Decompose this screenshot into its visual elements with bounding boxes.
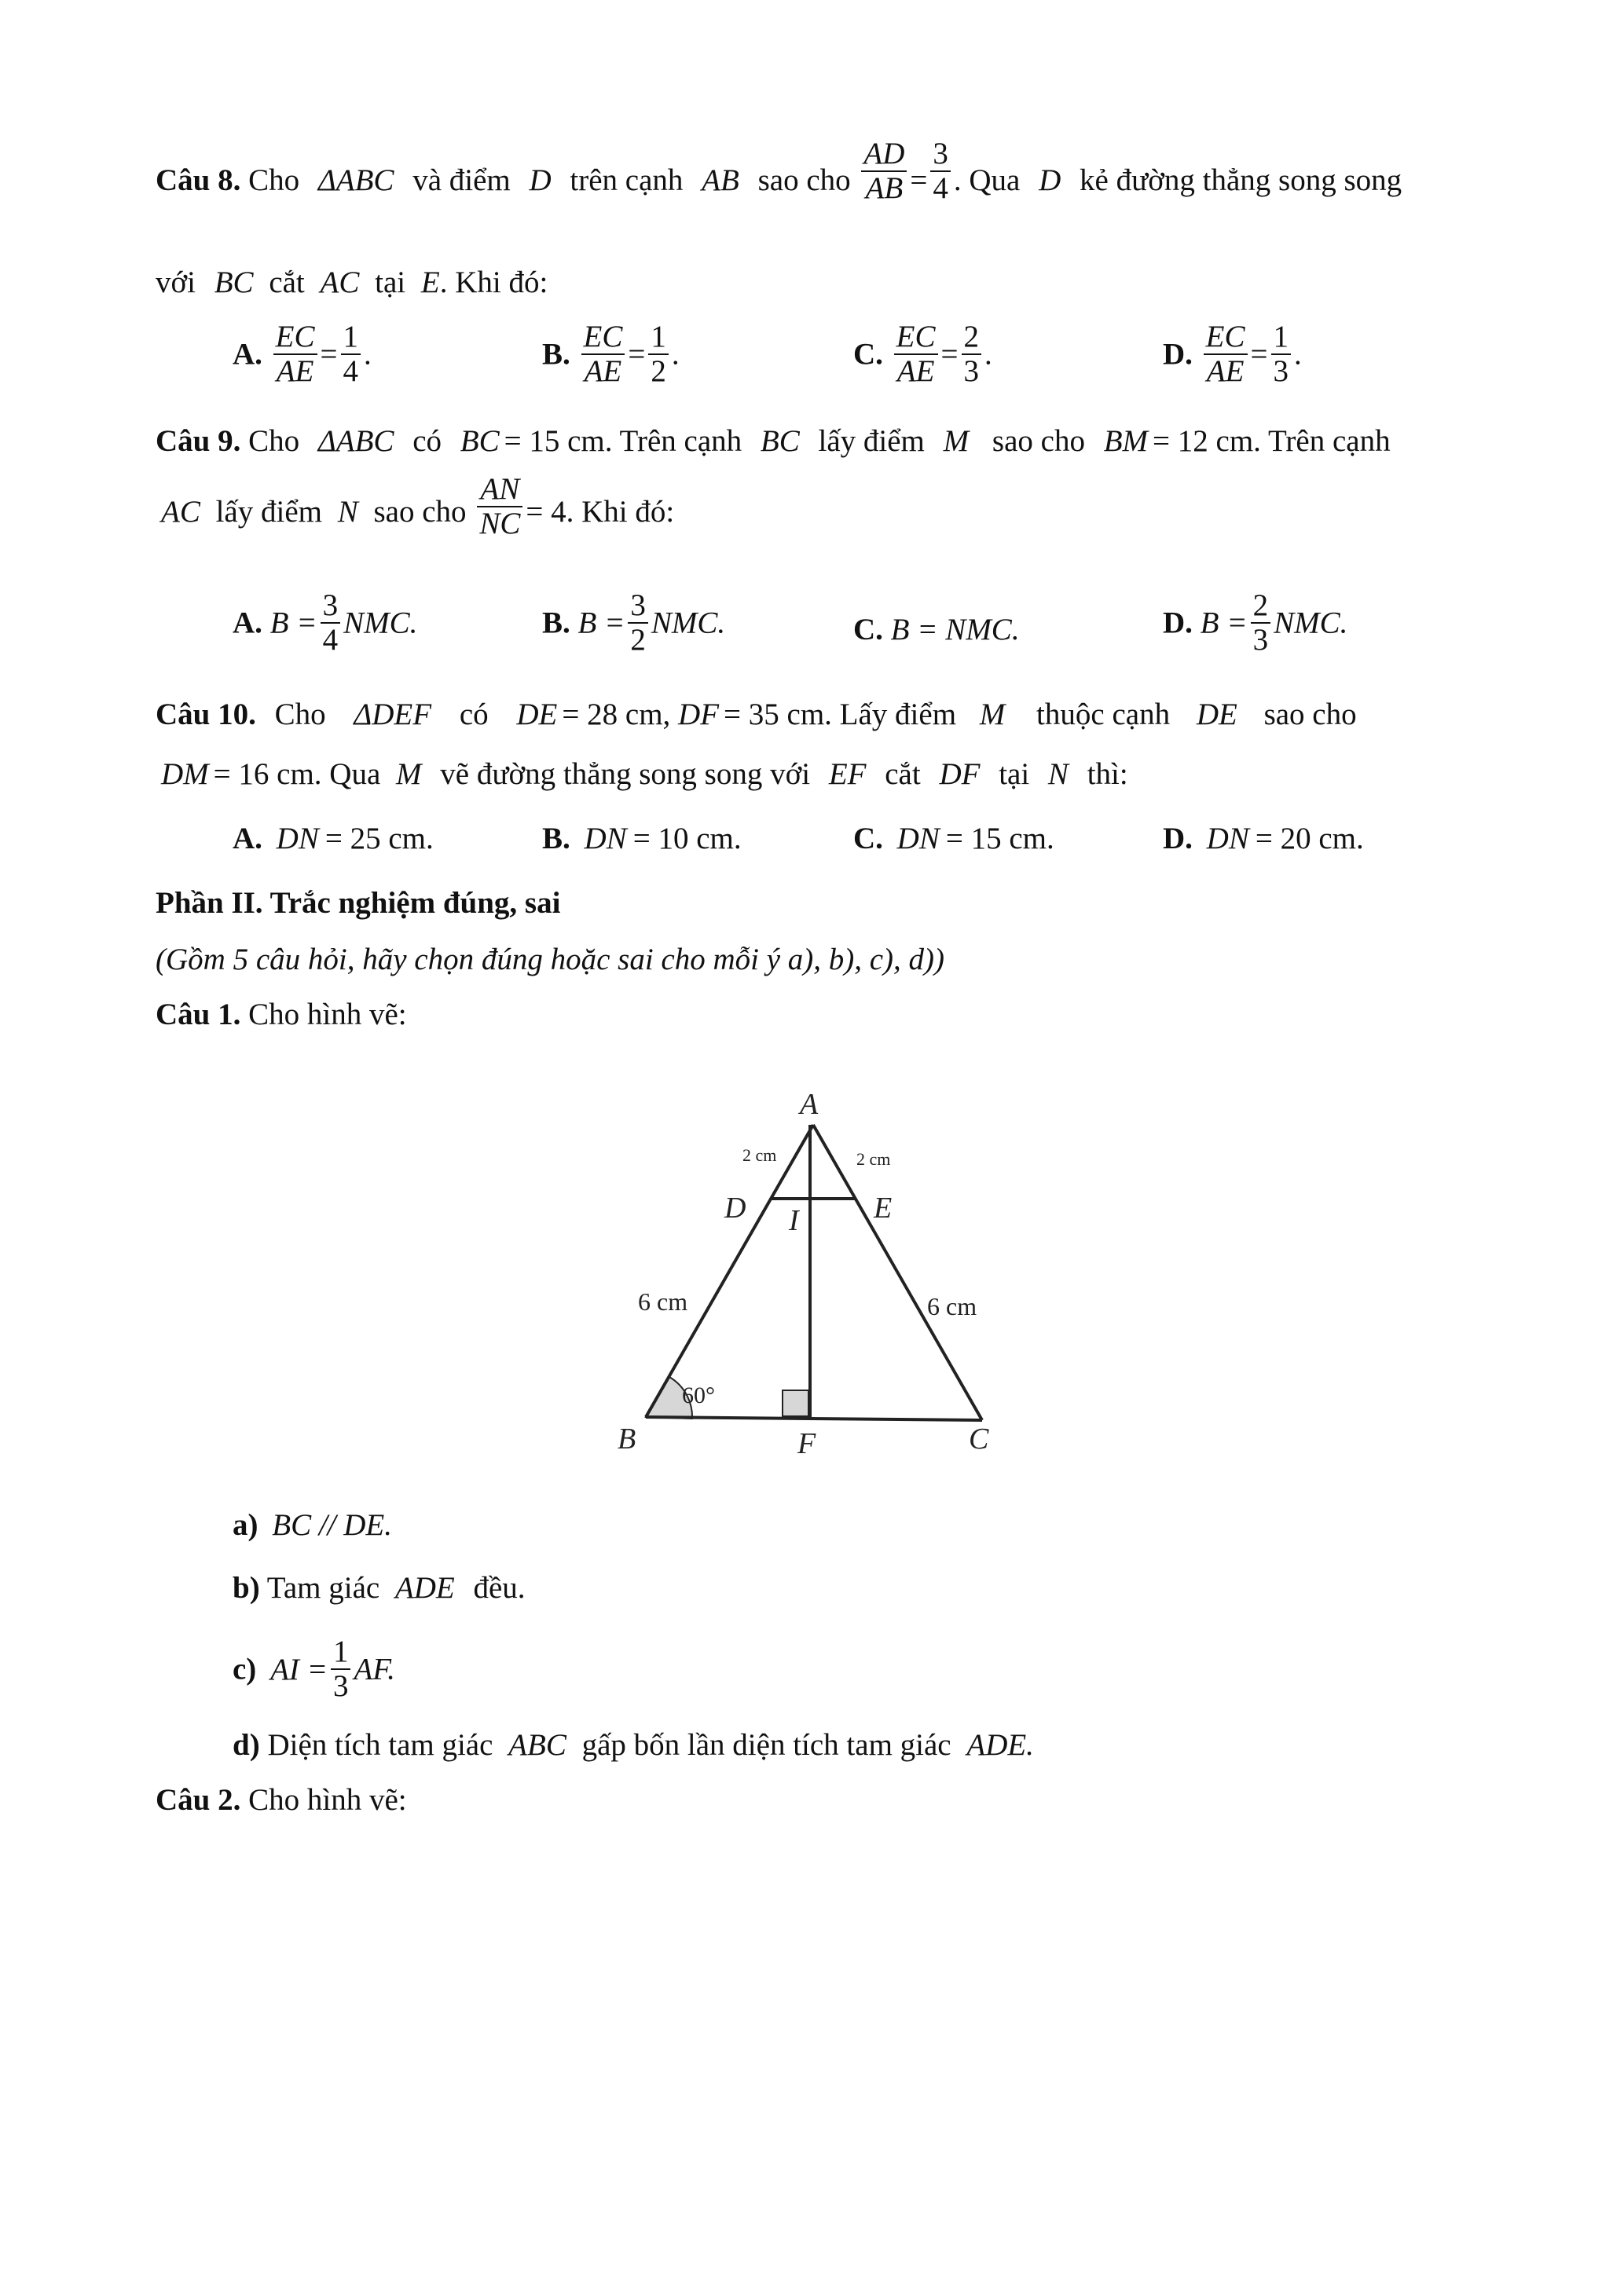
option-letter: C. xyxy=(853,337,883,372)
q8-option-b[interactable]: B. $\frac{EC}{AE}$ = $\frac{1}{2}$ . xyxy=(542,320,680,389)
q9-text: = 15 cm. Trên cạnh xyxy=(504,424,742,458)
fraction-denominator: 2 xyxy=(630,623,646,657)
statement-label: c) xyxy=(233,1652,257,1686)
option-letter: D. xyxy=(1163,606,1193,640)
q9-text: = 12 cm. Trên cạnh xyxy=(1153,424,1391,458)
option-letter: B. xyxy=(542,822,570,855)
q10-point: N xyxy=(1047,757,1069,791)
part2-title: Phần II. Trắc nghiệm đúng, sai xyxy=(156,886,561,920)
label-c: C xyxy=(969,1423,989,1456)
q9-triangle: ΔABC xyxy=(317,424,394,458)
q9-text: lấy điểm xyxy=(818,424,925,458)
right-angle-mark xyxy=(783,1390,808,1416)
fraction-denominator: AE xyxy=(896,354,935,389)
c1-statement-b[interactable] xyxy=(233,1573,526,1603)
fraction-numerator: AN xyxy=(477,473,522,507)
fraction-denominator: AB xyxy=(865,171,904,206)
option-letter: A. xyxy=(233,337,262,372)
q9-text: sao cho xyxy=(992,424,1085,458)
q9-text: sao cho xyxy=(373,495,467,529)
option-expression: = 10 cm. xyxy=(632,822,742,855)
length-ec: 6 cm xyxy=(927,1292,977,1320)
q9-label: Câu 9. xyxy=(156,424,241,458)
side-ab xyxy=(646,1125,813,1417)
fraction-numerator: 2 xyxy=(1251,589,1271,624)
option-expression: DN xyxy=(896,822,940,855)
equals-sign: = xyxy=(910,163,928,198)
q10-segment: DM xyxy=(161,757,209,791)
q10-point: M xyxy=(396,757,422,791)
q8-text: tại xyxy=(375,265,406,299)
statement-fraction xyxy=(331,1635,351,1703)
q8-text: cắt xyxy=(269,265,305,299)
q8-option-d[interactable]: D. $\frac{EC}{AE}$ = $\frac{1}{3}$ . xyxy=(1163,320,1302,389)
fraction-numerator: EC xyxy=(894,320,938,355)
q8-option-a[interactable]: A. $\frac{EC}{AE}$ = $\frac{1}{4}$ . xyxy=(233,320,372,389)
fraction-numerator: EC xyxy=(273,320,317,355)
q10-label: Câu 10. xyxy=(156,698,256,731)
c1-statement-d[interactable] xyxy=(233,1730,1034,1760)
option-letter: A. xyxy=(233,822,262,855)
statement-text: ADE. xyxy=(966,1728,1034,1762)
q10-text: thuộc cạnh xyxy=(1036,698,1171,731)
option-expression: DN xyxy=(276,822,319,855)
q10-point: M xyxy=(979,698,1006,731)
q8-option-c[interactable]: C. $\frac{EC}{AE}$ = $\frac{2}{3}$ . xyxy=(853,320,992,389)
option-expression: DN xyxy=(1206,822,1249,855)
option-expression: NMC. xyxy=(343,606,418,640)
fraction-denominator: 3 xyxy=(1273,354,1289,389)
q8-triangle: ΔABC xyxy=(317,163,394,198)
fraction-numerator: EC xyxy=(581,320,625,355)
q10-segment: EF xyxy=(828,757,867,791)
statement-text: AF. xyxy=(354,1652,395,1686)
option-letter: C. xyxy=(853,822,883,855)
length-ad: 2 cm xyxy=(742,1145,777,1165)
q10-text: sao cho xyxy=(1263,698,1357,731)
q8-text: trên cạnh xyxy=(570,163,684,198)
side-bc xyxy=(646,1417,982,1420)
c2-label: Câu 2. xyxy=(156,1783,241,1817)
statement-text: Diện tích tam giác xyxy=(267,1728,493,1762)
fraction-denominator: NC xyxy=(479,507,521,541)
q10-text: vẽ đường thẳng song song với xyxy=(440,757,811,791)
fraction-denominator: 2 xyxy=(651,354,666,389)
q9-text: = 4. Khi đó: xyxy=(526,495,675,529)
fraction-denominator: AE xyxy=(276,354,314,389)
statement-label: d) xyxy=(233,1728,260,1762)
statement-label: a) xyxy=(233,1508,258,1542)
q8-segment: AC xyxy=(320,265,360,299)
statement-text: ADE xyxy=(394,1571,455,1605)
q10-segment: DE xyxy=(1196,698,1237,731)
q10-text: cắt xyxy=(885,757,921,791)
q8-text: . Khi đó: xyxy=(439,265,548,299)
side-ac xyxy=(813,1125,982,1420)
q10-text: = 28 cm, xyxy=(562,698,671,731)
fraction-numerator: AD xyxy=(861,137,907,172)
option-letter: B. xyxy=(542,337,570,372)
c2-text: Cho hình vẽ: xyxy=(248,1783,407,1817)
fraction-numerator: 1 xyxy=(331,1635,351,1670)
q10-text: = 35 cm. Lấy điểm xyxy=(724,698,957,731)
q10-text: có xyxy=(459,698,489,731)
q8-text: . Qua xyxy=(953,163,1021,198)
statement-text: BC // DE. xyxy=(272,1508,392,1542)
c1-text: Cho hình vẽ: xyxy=(248,998,407,1031)
fraction-numerator: 2 xyxy=(962,320,982,355)
fraction-numerator: 3 xyxy=(321,589,341,624)
option-letter: B. xyxy=(542,606,570,640)
q9-text: Cho xyxy=(248,424,300,458)
fraction-numerator: 1 xyxy=(1271,320,1292,355)
option-expression: DN xyxy=(584,822,627,855)
q8-segment: BC xyxy=(214,265,254,299)
q10-text: tại xyxy=(999,757,1030,791)
q8-text: với xyxy=(156,265,196,299)
q8-segment: AB xyxy=(702,163,739,198)
fraction-numerator: 3 xyxy=(628,589,648,624)
option-expression: B = xyxy=(1200,606,1248,640)
q8-point: D xyxy=(1039,163,1061,198)
label-a: A xyxy=(800,1088,819,1121)
part2-note: (Gồm 5 câu hỏi, hãy chọn đúng hoặc sai cho mỗi ý a), b), c), d)) xyxy=(156,943,945,976)
q10-triangle: ΔDEF xyxy=(354,698,432,731)
fraction-denominator: 4 xyxy=(933,171,948,206)
fraction-numerator: 1 xyxy=(648,320,669,355)
q8-point: E xyxy=(420,265,440,299)
q10-segment: DF xyxy=(939,757,981,791)
q8-label: Câu 8. xyxy=(156,163,241,198)
angle-label: 60° xyxy=(682,1382,715,1408)
fraction-denominator: 3 xyxy=(332,1669,349,1704)
statement-text: gấp bốn lần diện tích tam giác xyxy=(581,1728,951,1762)
label-f: F xyxy=(797,1427,816,1460)
option-expression: B = xyxy=(269,606,317,640)
q9-text: lấy điểm xyxy=(215,495,322,529)
option-letter: D. xyxy=(1163,822,1193,855)
statement-text: AI = xyxy=(270,1652,328,1686)
option-letter: A. xyxy=(233,606,262,640)
fraction-numerator: 1 xyxy=(341,320,361,355)
q9-segment: AC xyxy=(161,495,200,529)
q10-segment: DF xyxy=(678,698,720,731)
q8-text: và điểm xyxy=(412,163,511,198)
label-d: D xyxy=(724,1192,746,1225)
option-expression: B = xyxy=(577,606,625,640)
label-i: I xyxy=(789,1204,799,1237)
c1-statement-c[interactable] xyxy=(233,1635,395,1703)
q9-segment: BC xyxy=(760,424,800,458)
q8-text: kẻ đường thẳng song song xyxy=(1080,163,1402,198)
c1-statement-a[interactable] xyxy=(233,1510,392,1540)
q9-segment: BC xyxy=(460,424,500,458)
option-expression: = 20 cm. xyxy=(1255,822,1364,855)
q10-segment: DE xyxy=(516,698,558,731)
q8-text: sao cho xyxy=(757,163,851,198)
label-e: E xyxy=(874,1192,893,1225)
fraction-numerator: 3 xyxy=(930,137,951,172)
q9-text: có xyxy=(412,424,442,458)
option-expression: = 25 cm. xyxy=(324,822,434,855)
option-letter: C. xyxy=(853,613,883,646)
q8-text: Cho xyxy=(248,163,300,198)
label-b: B xyxy=(618,1423,636,1456)
q8-point: D xyxy=(529,163,552,198)
statement-label: b) xyxy=(233,1571,260,1605)
length-ae: 2 cm xyxy=(856,1149,891,1169)
fraction-denominator: AE xyxy=(1206,354,1245,389)
c2-line xyxy=(156,1785,407,1815)
length-db: 6 cm xyxy=(638,1287,688,1316)
statement-text: ABC xyxy=(508,1728,566,1762)
q9-point: M xyxy=(943,424,970,458)
fraction-denominator: 3 xyxy=(963,354,980,389)
statement-text: Tam giác xyxy=(266,1571,380,1605)
statement-text: đều. xyxy=(473,1571,526,1605)
fraction-numerator: EC xyxy=(1204,320,1248,355)
fraction-denominator: AE xyxy=(584,354,622,389)
option-expression: = 15 cm. xyxy=(945,822,1054,855)
option-expression: B = NMC. xyxy=(890,613,1020,646)
option-expression: NMC. xyxy=(651,606,726,640)
option-letter: D. xyxy=(1163,337,1193,372)
q10-text: thì: xyxy=(1087,757,1128,791)
fraction-denominator: 3 xyxy=(1252,623,1269,657)
fraction-denominator: 4 xyxy=(343,354,359,389)
c1-label: Câu 1. xyxy=(156,998,241,1031)
fraction-denominator: 4 xyxy=(322,623,339,657)
q10-text: = 16 cm. Qua xyxy=(213,757,381,791)
q9-segment: BM xyxy=(1103,424,1149,458)
q10-text: Cho xyxy=(274,698,326,731)
option-expression: NMC. xyxy=(1274,606,1348,640)
q9-point: N xyxy=(337,495,358,529)
